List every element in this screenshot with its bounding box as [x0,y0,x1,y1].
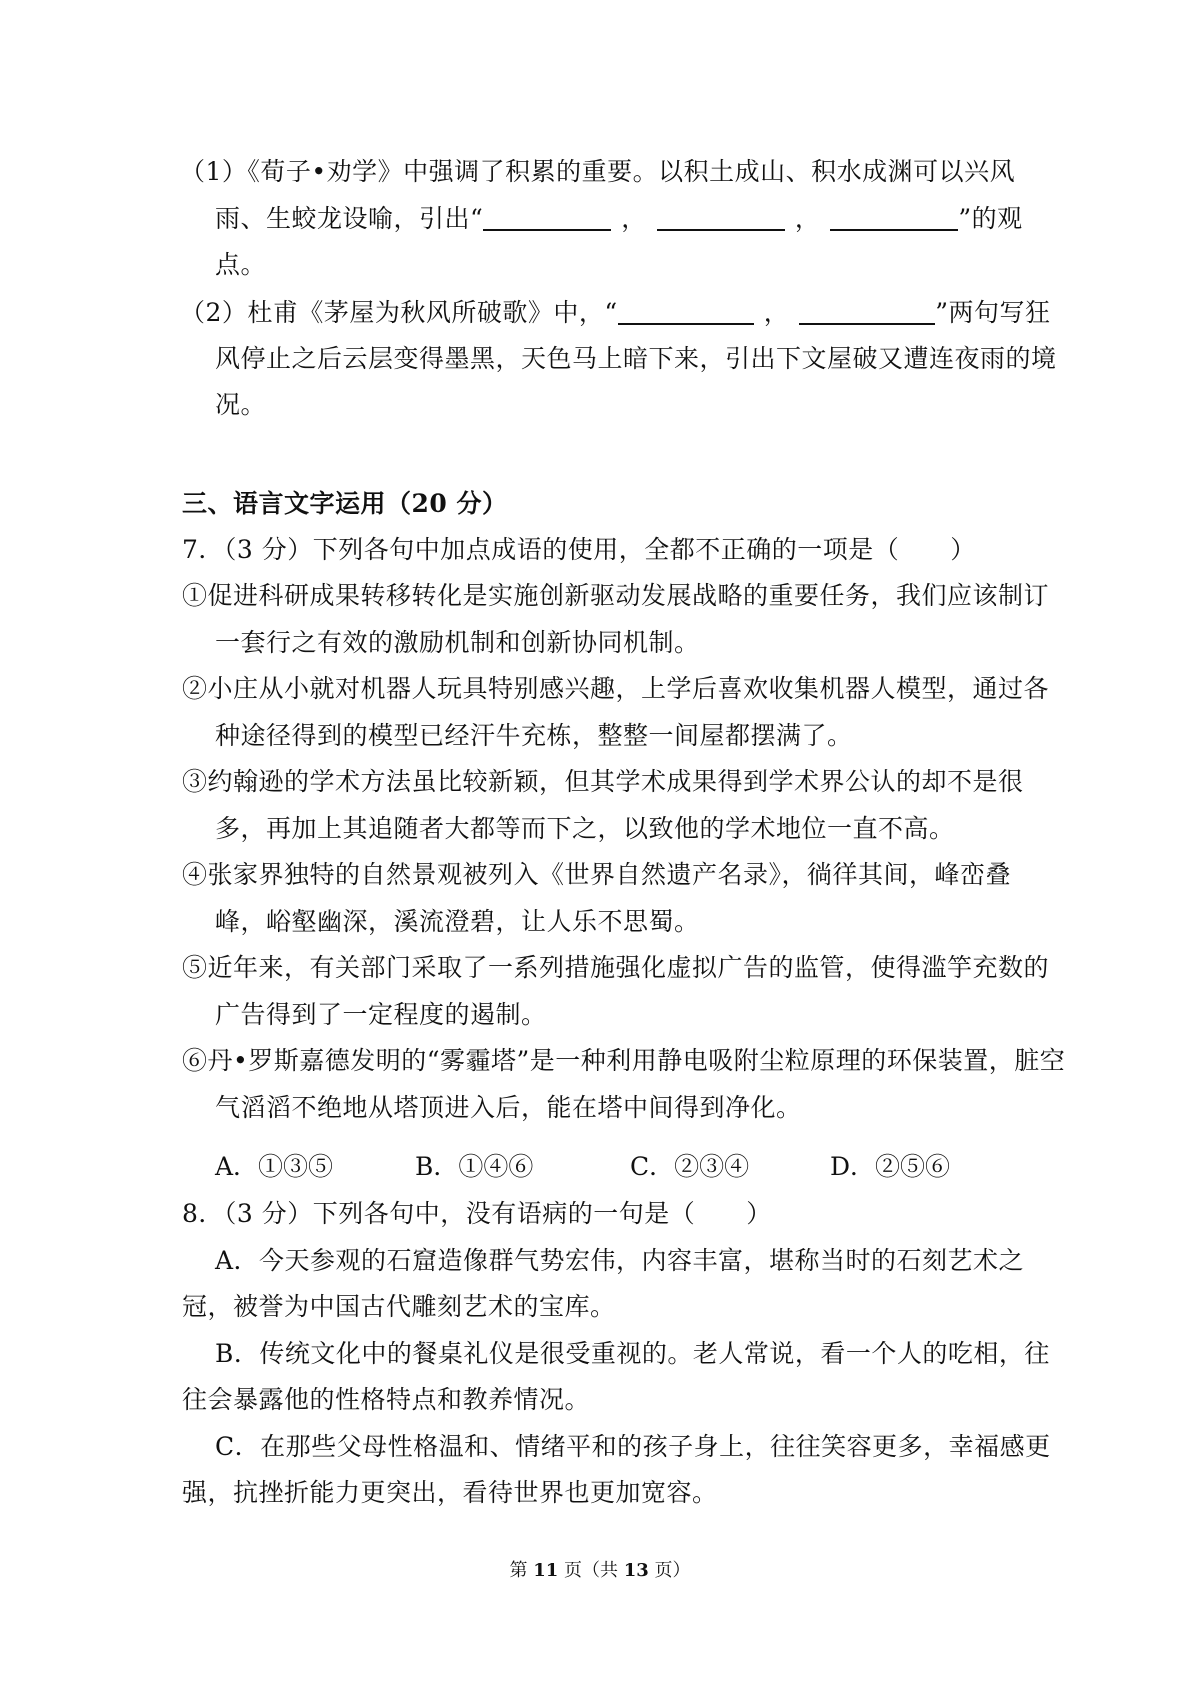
q1-line-2 [215,203,1023,235]
comma: ， [763,298,790,327]
q8-option-c-line-2: 强，抗挫折能力更突出，看待世界也更加宽容。 [182,1478,718,1507]
q7-item-4-line-2: 峰，峪壑幽深，溪流澄碧，让人乐不思蜀。 [215,907,700,936]
q7-item-3-line-2: 多，再加上其追随者大都等而下之，以致他的学术地位一直不高。 [215,814,955,843]
q8-option-a-line-1: A．今天参观的石窟造像群气势宏伟，内容丰富，堪称当时的石刻艺术之 [215,1246,1025,1275]
section-heading: 三、语言文字运用（20 分） [182,489,508,518]
q7-item-2-line-1: ②小庄从小就对机器人玩具特别感兴趣，上学后喜欢收集机器人模型，通过各 [182,674,1050,703]
q1-line-3: 点。 [215,250,267,279]
q7-item-6-line-1: ⑥丹•罗斯嘉德发明的“雾霾塔”是一种利用静电吸附尘粒原理的环保装置，脏空 [182,1046,1066,1075]
q2-line-3: 况。 [215,390,267,419]
fill-blank-1[interactable] [483,205,611,231]
footer-middle: 页（共 [558,1560,624,1581]
page-footer [0,1556,1200,1582]
q2-line-1 [180,297,1051,329]
q1-line-1: （1）《荀子•劝学》中强调了积累的重要。以积土成山、积水成渊可以兴风 [180,157,1016,186]
q7-item-2-line-2: 种途径得到的模型已经汗牛充栋，整整一间屋都摆满了。 [215,721,853,750]
q7-item-4-line-1: ④张家界独特的自然景观被列入《世界自然遗产名录》，徜徉其间，峰峦叠 [182,860,1012,889]
q7-option-a[interactable]: A．①③⑤ [215,1152,334,1181]
q8-option-c-line-1: C．在那些父母性格温和、情绪平和的孩子身上，往往笑容更多，幸福感更 [215,1432,1051,1461]
q2-line-1-text: （2）杜甫《茅屋为秋风所破歌》中，“ [180,298,618,327]
q7-item-6-line-2: 气滔滔不绝地从塔顶进入后，能在塔中间得到净化。 [215,1093,802,1122]
footer-prefix: 第 [509,1560,534,1581]
q8-option-a-line-2: 冠，被誉为中国古代雕刻艺术的宝库。 [182,1292,616,1321]
q7-item-5-line-2: 广告得到了一定程度的遏制。 [215,1000,547,1029]
q8-stem: 8．（3 分）下列各句中，没有语病的一句是（ ） [182,1199,772,1228]
fill-blank-2[interactable] [657,205,785,231]
q7-option-c[interactable]: C．②③④ [630,1152,750,1181]
q8-option-b-line-1: B．传统文化中的餐桌礼仪是很受重视的。老人常说，看一个人的吃相，往 [215,1339,1050,1368]
comma: ， [794,204,821,233]
q7-item-1-line-1: ①促进科研成果转移转化是实施创新驱动发展战略的重要任务，我们应该制订 [182,581,1050,610]
q7-item-3-line-1: ③约翰逊的学术方法虽比较新颖，但其学术成果得到学术界公认的却不是很 [182,767,1024,796]
fill-blank-5[interactable] [799,299,935,325]
q7-stem: 7．（3 分）下列各句中加点成语的使用，全都不正确的一项是（ ） [182,535,976,564]
q7-option-d[interactable]: D．②⑤⑥ [830,1152,951,1181]
q7-item-1-line-2: 一套行之有效的激励机制和创新协同机制。 [215,628,700,657]
fill-blank-3[interactable] [830,205,958,231]
comma: ， [621,204,647,233]
page-number: 11 [533,1560,559,1581]
q8-option-b-line-2: 往会暴露他的性格特点和教养情况。 [182,1385,591,1414]
q2-line-2: 风停止之后云层变得墨黑，天色马上暗下来，引出下文屋破又遭连夜雨的境 [215,344,1057,373]
q7-item-5-line-1: ⑤近年来，有关部门采取了一系列措施强化虚拟广告的监管，使得滥竽充数的 [182,953,1050,982]
q1-line-2-end: ”的观 [958,204,1023,233]
footer-suffix: 页） [648,1560,691,1581]
q7-option-b[interactable]: B．①④⑥ [415,1152,534,1181]
q2-line-1-end: ”两句写狂 [935,298,1051,327]
page-total: 13 [623,1560,649,1581]
fill-blank-4[interactable] [618,299,754,325]
q1-line-2-text: 雨、生蛟龙设喻，引出“ [215,204,484,233]
